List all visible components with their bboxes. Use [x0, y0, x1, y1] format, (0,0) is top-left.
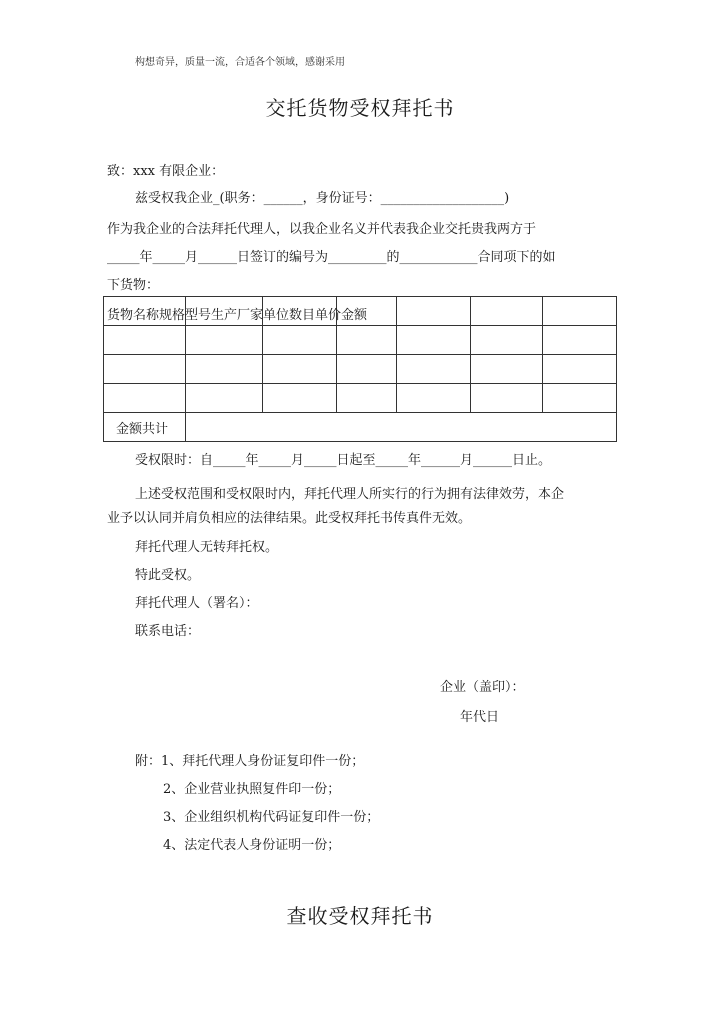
- scope-paragraph-2: 业予以认同并肩负相应的法律结果。此受权拜托书传真件无效。: [107, 511, 472, 526]
- contact-phone-label: 联系电话：: [135, 624, 201, 639]
- scope-paragraph-1: 上述受权范围和受权限时内，拜托代理人所实行的行为拥有法律效劳，本企: [135, 487, 565, 502]
- purpose-line-1: 作为我企业的合法拜托代理人，以我企业名义并代表我企业交托贵我两方于: [107, 222, 537, 237]
- attachment-item-4: 4、法定代表人身份证明一份；: [163, 838, 341, 853]
- attachment-item-2: 2、企业营业执照复件印一份；: [163, 782, 341, 797]
- table-row: [104, 355, 617, 384]
- table-header-text: 货物名称规格型号生产厂家单位数目单价金额: [107, 308, 368, 323]
- agent-signature-label: 拜托代理人（署名）：: [135, 596, 259, 611]
- table-total-row: [104, 413, 617, 442]
- grant-line: 兹受权我企业_(职务：______，身份证号：___________________): [135, 191, 510, 206]
- total-label: 金额共计: [104, 413, 186, 442]
- purpose-line-2: _____年_____月______日签订的编号为_________的____________合同项下的如: [107, 250, 556, 265]
- table-row: [104, 384, 617, 413]
- attachment-item-3: 3、企业组织机构代码证复印件一份；: [163, 810, 380, 825]
- hereby-authorized: 特此受权。: [135, 568, 201, 583]
- company-seal-label: 企业（盖印）：: [440, 680, 525, 695]
- header-note: 构想奇异，质量一流，合适各个领域，感谢采用: [135, 57, 345, 68]
- no-transfer-note: 拜托代理人无转拜托权。: [135, 540, 279, 555]
- addressee: 致：xxx 有限企业：: [107, 164, 225, 179]
- document-title: 交托货物受权拜托书: [265, 96, 455, 120]
- authorization-period: 受权限时：自_____年_____月_____日起至_____年______月______日止。: [135, 453, 552, 468]
- attachment-item-1: 附：1、拜托代理人身份证复印件一份；: [135, 754, 365, 769]
- second-title: 查收受权拜托书: [286, 904, 434, 928]
- table-row: [104, 326, 617, 355]
- date-label: 年代日: [460, 710, 500, 725]
- purpose-line-3: 下货物：: [107, 278, 160, 293]
